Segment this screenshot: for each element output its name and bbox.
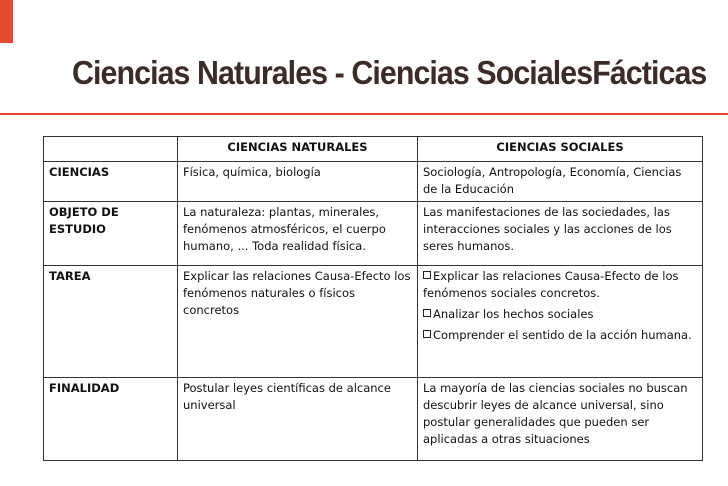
square-bullet-icon	[423, 271, 431, 279]
cell-sociales: Sociología, Antropología, Economía, Ciencias de la Educación	[418, 162, 703, 202]
cell-naturales: Física, química, biología	[178, 162, 418, 202]
row-label-tarea: TAREA	[44, 266, 178, 378]
table-row	[44, 162, 703, 202]
bullet-text: Explicar las relaciones Causa-Efecto de los fenómenos sociales concretos.	[423, 269, 679, 300]
square-bullet-icon	[423, 330, 431, 338]
cell-sociales: La mayoría de las ciencias sociales no buscan descubrir leyes de alcance universal, sino postular generalidades que pueden ser aplicadas a otras situaciones	[418, 378, 703, 461]
header-cell-sociales: CIENCIAS SOCIALES	[418, 137, 703, 162]
table-row	[44, 378, 703, 461]
cell-naturales: Explicar las relaciones Causa-Efecto los fenómenos naturales o físicos concretos	[178, 266, 418, 378]
accent-divider	[0, 113, 728, 115]
row-label-finalidad: FINALIDAD	[44, 378, 178, 461]
table-row	[44, 202, 703, 266]
cell-sociales: Las manifestaciones de las sociedades, las interacciones sociales y las acciones de los seres humanos.	[418, 202, 703, 266]
header-cell-naturales: CIENCIAS NATURALES	[178, 137, 418, 162]
bullet-item	[423, 327, 697, 344]
cell-naturales: La naturaleza: plantas, minerales, fenómenos atmosféricos, el cuerpo humano, ... Toda realidad física.	[178, 202, 418, 266]
row-label-objeto-de-estudio: OBJETO DE ESTUDIO	[44, 202, 178, 266]
comparison-table	[43, 136, 703, 461]
bullet-text: Analizar los hechos sociales	[433, 307, 594, 321]
bullet-item	[423, 306, 697, 323]
row-label-ciencias: CIENCIAS	[44, 162, 178, 202]
header-cell-empty	[44, 137, 178, 162]
bullet-text: Comprender el sentido de la acción humana.	[433, 328, 692, 342]
table-header-row	[44, 137, 703, 162]
cell-sociales-bullets	[418, 266, 703, 378]
cell-naturales: Postular leyes científicas de alcance universal	[178, 378, 418, 461]
accent-block	[0, 0, 13, 43]
table-row	[44, 266, 703, 378]
square-bullet-icon	[423, 309, 431, 317]
slide-title: Ciencias Naturales - Ciencias SocialesFácticas	[72, 54, 707, 91]
bullet-item	[423, 268, 697, 302]
